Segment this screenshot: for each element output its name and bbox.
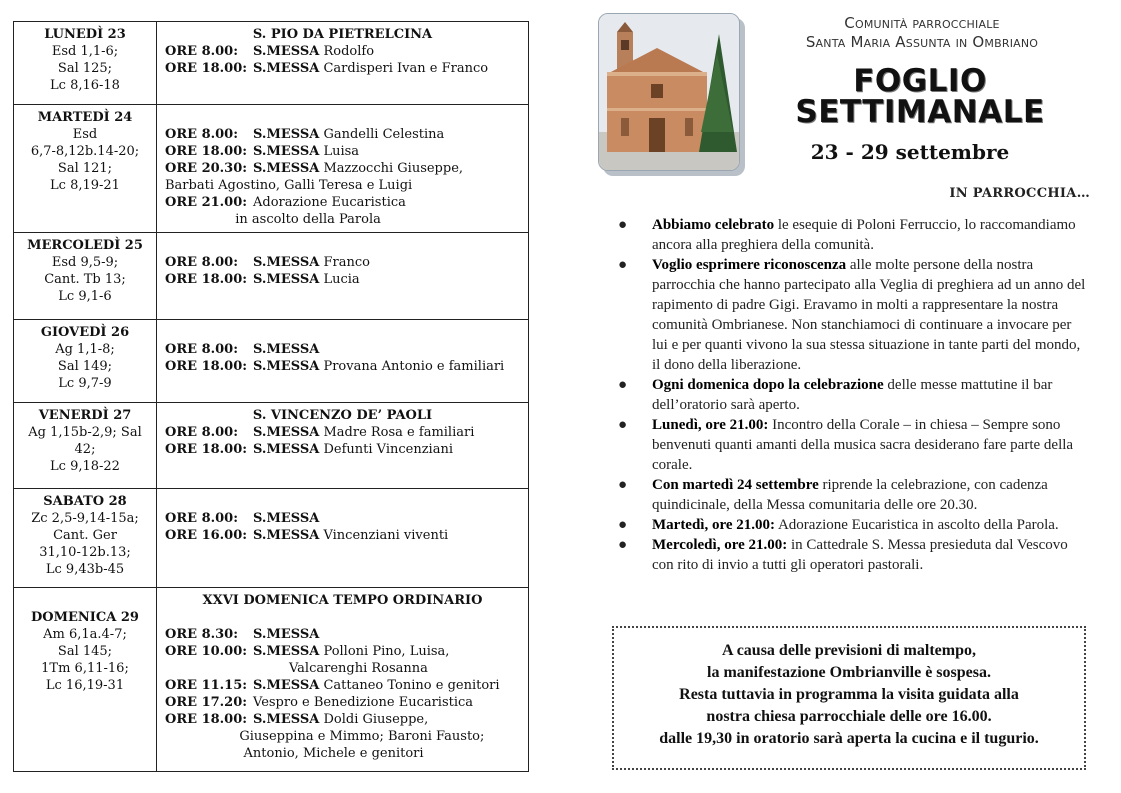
mass-intention: Mazzocchi Giuseppe, — [323, 161, 464, 176]
mass-label: S.MESSA — [253, 44, 320, 59]
day-reading: Lc 8,19-21 — [50, 178, 120, 193]
day-reading: Lc 9,43b-45 — [45, 562, 125, 577]
mass-time: ORE 8.00: — [165, 255, 239, 270]
masses-cell — [157, 233, 529, 320]
day-cell — [14, 105, 157, 233]
day-name: SABATO 28 — [43, 494, 127, 509]
masses-cell — [157, 588, 529, 772]
mass-line — [165, 424, 520, 441]
bullet-icon: ● — [618, 417, 628, 433]
day-cell — [14, 233, 157, 320]
blank-line — [165, 493, 520, 510]
day-cell — [14, 588, 157, 772]
mass-time: ORE 16.00: — [165, 528, 248, 543]
day-name: GIOVEDÌ 26 — [40, 325, 130, 340]
mass-intention: Franco — [323, 255, 370, 270]
mass-line — [165, 643, 520, 660]
day-reading: Ag 1,15b-2,9; Sal — [28, 425, 142, 440]
mass-label: S.MESSA — [253, 712, 320, 727]
mass-label: S.MESSA — [253, 255, 320, 270]
day-name: MERCOLEDÌ 25 — [27, 238, 143, 253]
mass-time: ORE 18.00: — [165, 61, 248, 76]
mass-time: ORE 8.00: — [165, 511, 239, 526]
news-item — [612, 415, 1088, 475]
mass-time: ORE 18.00: — [165, 359, 248, 374]
mass-time: ORE 11.15: — [165, 678, 248, 693]
mass-label: S.MESSA — [253, 627, 320, 642]
week-dates: 23 - 29 settembre — [810, 140, 1010, 164]
mass-intention: Luisa — [323, 144, 360, 159]
mass-intention: Doldi Giuseppe, — [323, 712, 429, 727]
masses-cell — [157, 489, 529, 588]
day-reading: Sal 145; — [57, 644, 113, 659]
day-reading: Esd 1,1-6; — [51, 44, 119, 59]
news-lead: Ogni domenica dopo la celebrazione — [652, 377, 884, 393]
mass-line — [165, 160, 520, 177]
mass-time: ORE 8.00: — [165, 342, 239, 357]
mass-label: S.MESSA — [253, 127, 320, 142]
mass-time: ORE 8.30: — [165, 627, 239, 642]
notice-line: dalle 19,30 in oratorio sarà aperta la cucina e il tugurio. — [659, 730, 1039, 747]
bullet-icon: ● — [618, 537, 628, 553]
mass-line — [165, 677, 520, 694]
blank-line — [165, 609, 520, 626]
news-lead: Lunedì, ore 21.00: — [652, 417, 769, 433]
masses-cell — [157, 403, 529, 489]
notice-line: A causa delle previsioni di maltempo, — [722, 642, 976, 659]
mass-label: S.MESSA — [253, 272, 320, 287]
weather-notice-box — [612, 626, 1086, 770]
news-text: in Cattedrale S. Messa presieduta dal Vescovo con rito di invio a tutti gli operatori pastorali. — [652, 537, 1068, 573]
day-reading: Cant. Tb 13; — [44, 272, 126, 287]
day-reading: Lc 9,18-22 — [50, 459, 120, 474]
schedule-body — [14, 22, 529, 772]
mass-time: ORE 8.00: — [165, 425, 239, 440]
mass-label: S.MESSA — [253, 644, 320, 659]
day-reading: Lc 8,16-18 — [50, 78, 120, 93]
mass-intention: Madre Rosa e familiari — [323, 425, 475, 440]
mass-intention: Vincenziani viventi — [323, 528, 449, 543]
saint-name: S. VINCENZO DE’ PAOLI — [252, 408, 433, 423]
mass-time: ORE 18.00: — [165, 712, 248, 727]
day-name: LUNEDÌ 23 — [44, 27, 126, 42]
day-reading: Esd — [72, 127, 98, 142]
notice-line: la manifestazione Ombrianville è sospesa. — [707, 664, 991, 681]
news-lead: Voglio esprimere riconoscenza — [652, 257, 847, 273]
saint-name: S. PIO DA PIETRELCINA — [252, 27, 433, 42]
mass-time: ORE 21.00: — [165, 195, 248, 210]
mass-intention: Vespro e Benedizione Eucaristica — [253, 695, 474, 710]
schedule-row — [14, 233, 529, 320]
news-item — [612, 375, 1088, 415]
mass-label: S.MESSA — [253, 342, 320, 357]
mass-line — [165, 711, 520, 728]
community-line-1: Comunità parrocchiale — [844, 14, 1000, 32]
mass-intention: Polloni Pino, Luisa, — [323, 644, 450, 659]
mass-label: S.MESSA — [253, 161, 320, 176]
news-item — [612, 515, 1088, 535]
mass-line — [165, 194, 520, 211]
news-text: Incontro della Corale – in chiesa – Sempre sono benvenuti quanti amanti della musica sacra desiderano fare parte della corale. — [652, 417, 1074, 473]
mass-label: S.MESSA — [253, 511, 320, 526]
news-item — [612, 475, 1088, 515]
title-line-2: SETTIMANALE — [795, 94, 1045, 130]
schedule-row — [14, 403, 529, 489]
mass-line — [165, 254, 520, 271]
bullet-icon: ● — [618, 477, 628, 493]
mass-time: ORE 20.30: — [165, 161, 248, 176]
day-cell — [14, 489, 157, 588]
mass-label: S.MESSA — [253, 359, 320, 374]
schedule-row — [14, 588, 529, 772]
mass-line — [165, 626, 520, 643]
mass-time: ORE 18.00: — [165, 442, 248, 457]
mass-line — [165, 60, 520, 77]
bullet-icon: ● — [618, 377, 628, 393]
mass-line — [165, 527, 520, 544]
masses-cell — [157, 320, 529, 403]
mass-intention: Cardisperi Ivan e Franco — [323, 61, 489, 76]
masses-cell — [157, 22, 529, 105]
mass-time: ORE 10.00: — [165, 644, 248, 659]
day-reading: Lc 9,7-9 — [58, 376, 112, 391]
day-reading: Cant. Ger — [53, 528, 117, 543]
day-reading: Sal 125; — [57, 61, 113, 76]
mass-label: S.MESSA — [253, 144, 320, 159]
mass-line — [165, 694, 520, 711]
masses-cell — [157, 105, 529, 233]
mass-label: S.MESSA — [253, 61, 320, 76]
community-line-2: Santa Maria Assunta in Ombriano — [805, 33, 1039, 51]
mass-label: S.MESSA — [253, 678, 320, 693]
mass-label: S.MESSA — [253, 425, 320, 440]
mass-line — [165, 510, 520, 527]
mass-line — [165, 43, 520, 60]
news-lead: Mercoledì, ore 21.00: — [652, 537, 788, 553]
day-reading: Esd 9,5-9; — [51, 255, 119, 270]
news-lead: Con martedì 24 settembre — [652, 477, 819, 493]
day-reading: Sal 121; — [57, 161, 113, 176]
day-reading: 31,10-12b.13; — [39, 545, 131, 560]
mass-continuation: Antonio, Michele e genitori — [165, 746, 424, 761]
day-reading: Zc 2,5-9,14-15a; — [31, 511, 139, 526]
news-item — [612, 255, 1088, 375]
church-photo — [598, 13, 740, 171]
news-text: riprende la celebrazione, con cadenza quindicinale, della Messa comunitaria delle ore 20.30. — [652, 477, 1048, 513]
schedule-row — [14, 105, 529, 233]
news-text: alle molte persone della nostra parrocchia che hanno partecipato alla Veglia di preghiera ad un anno del rapimento di padre Gigi. Eravamo in molti a rappresentare la nostra comunità Ombrianese. Non stanchiamoci di continuare a invocare per lui e per quanti vivono la sua stessa situazione in tante parti del mondo, il dono della liberazione. — [652, 257, 1086, 373]
mass-intention: Gandelli Celestina — [323, 127, 445, 142]
day-reading: Sal 149; — [57, 359, 113, 374]
schedule-row — [14, 320, 529, 403]
day-name: VENERDÌ 27 — [38, 408, 132, 423]
news-text: Adorazione Eucaristica in ascolto della Parola. — [775, 517, 1059, 533]
mass-continuation: Giuseppina e Mimmo; Baroni Fausto; — [165, 729, 485, 744]
mass-continuation: Barbati Agostino, Galli Teresa e Luigi — [165, 178, 413, 193]
news-item — [612, 535, 1088, 575]
day-cell — [14, 403, 157, 489]
mass-intention: Adorazione Eucaristica — [253, 195, 406, 210]
mass-label: S.MESSA — [253, 442, 320, 457]
mass-intention: Lucia — [323, 272, 360, 287]
mass-time: ORE 8.00: — [165, 127, 239, 142]
mass-line — [165, 143, 520, 160]
day-reading: Lc 16,19-31 — [45, 678, 125, 693]
day-reading: Am 6,1a.4-7; — [43, 627, 127, 642]
day-reading: Ag 1,1-8; — [55, 342, 115, 357]
day-cell — [14, 22, 157, 105]
community-name — [752, 14, 1092, 52]
news-text: le esequie di Poloni Ferruccio, lo raccomandiamo ancora alla preghiera della comunità. — [652, 217, 1076, 253]
bullet-icon: ● — [618, 257, 628, 273]
weekly-schedule-table — [13, 21, 529, 772]
mass-line — [165, 271, 520, 288]
mass-intention: Cattaneo Tonino e genitori — [323, 678, 500, 693]
mass-time: ORE 18.00: — [165, 144, 248, 159]
notice-line: nostra chiesa parrocchiale delle ore 16.00. — [706, 708, 992, 725]
mass-label: S.MESSA — [253, 528, 320, 543]
blank-line — [165, 237, 520, 254]
day-reading: 42; — [74, 442, 96, 457]
mass-continuation: Valcarenghi Rosanna — [165, 661, 428, 676]
mass-line — [165, 126, 520, 143]
day-reading: 6,7-8,12b.14-20; — [30, 144, 140, 159]
mass-time: ORE 17.20: — [165, 695, 248, 710]
blank-line — [165, 324, 520, 341]
bullet-icon: ● — [618, 217, 628, 233]
news-lead: Martedì, ore 21.00: — [652, 517, 776, 533]
news-item — [612, 215, 1088, 255]
day-name: MARTEDÌ 24 — [37, 110, 133, 125]
mass-line — [165, 341, 520, 358]
title-line-1: FOGLIO — [853, 63, 987, 99]
parish-news-list — [612, 215, 1088, 575]
blank-line — [165, 109, 520, 126]
mass-time: ORE 8.00: — [165, 44, 239, 59]
day-reading: 1Tm 6,11-16; — [41, 661, 129, 676]
mass-continuation: in ascolto della Parola — [165, 212, 381, 227]
news-lead: Abbiamo celebrato — [652, 217, 775, 233]
section-heading: IN PARROCCHIA… — [949, 186, 1090, 201]
mass-line — [165, 441, 520, 458]
bullet-icon: ● — [618, 517, 628, 533]
mass-intention: Provana Antonio e familiari — [323, 359, 505, 374]
day-cell — [14, 320, 157, 403]
schedule-row — [14, 22, 529, 105]
mass-time: ORE 18.00: — [165, 272, 248, 287]
day-reading: Lc 9,1-6 — [58, 289, 112, 304]
day-name: DOMENICA 29 — [31, 610, 139, 625]
notice-line: Resta tuttavia in programma la visita guidata alla — [679, 686, 1019, 703]
newsletter-title — [790, 63, 1050, 130]
saint-name: XXVI DOMENICA TEMPO ORDINARIO — [202, 593, 483, 608]
mass-intention: Rodolfo — [323, 44, 375, 59]
mass-intention: Defunti Vincenziani — [323, 442, 453, 457]
news-text: delle messe mattutine il bar dell’oratorio sarà aperto. — [652, 377, 1053, 413]
schedule-row — [14, 489, 529, 588]
mass-line — [165, 358, 520, 375]
